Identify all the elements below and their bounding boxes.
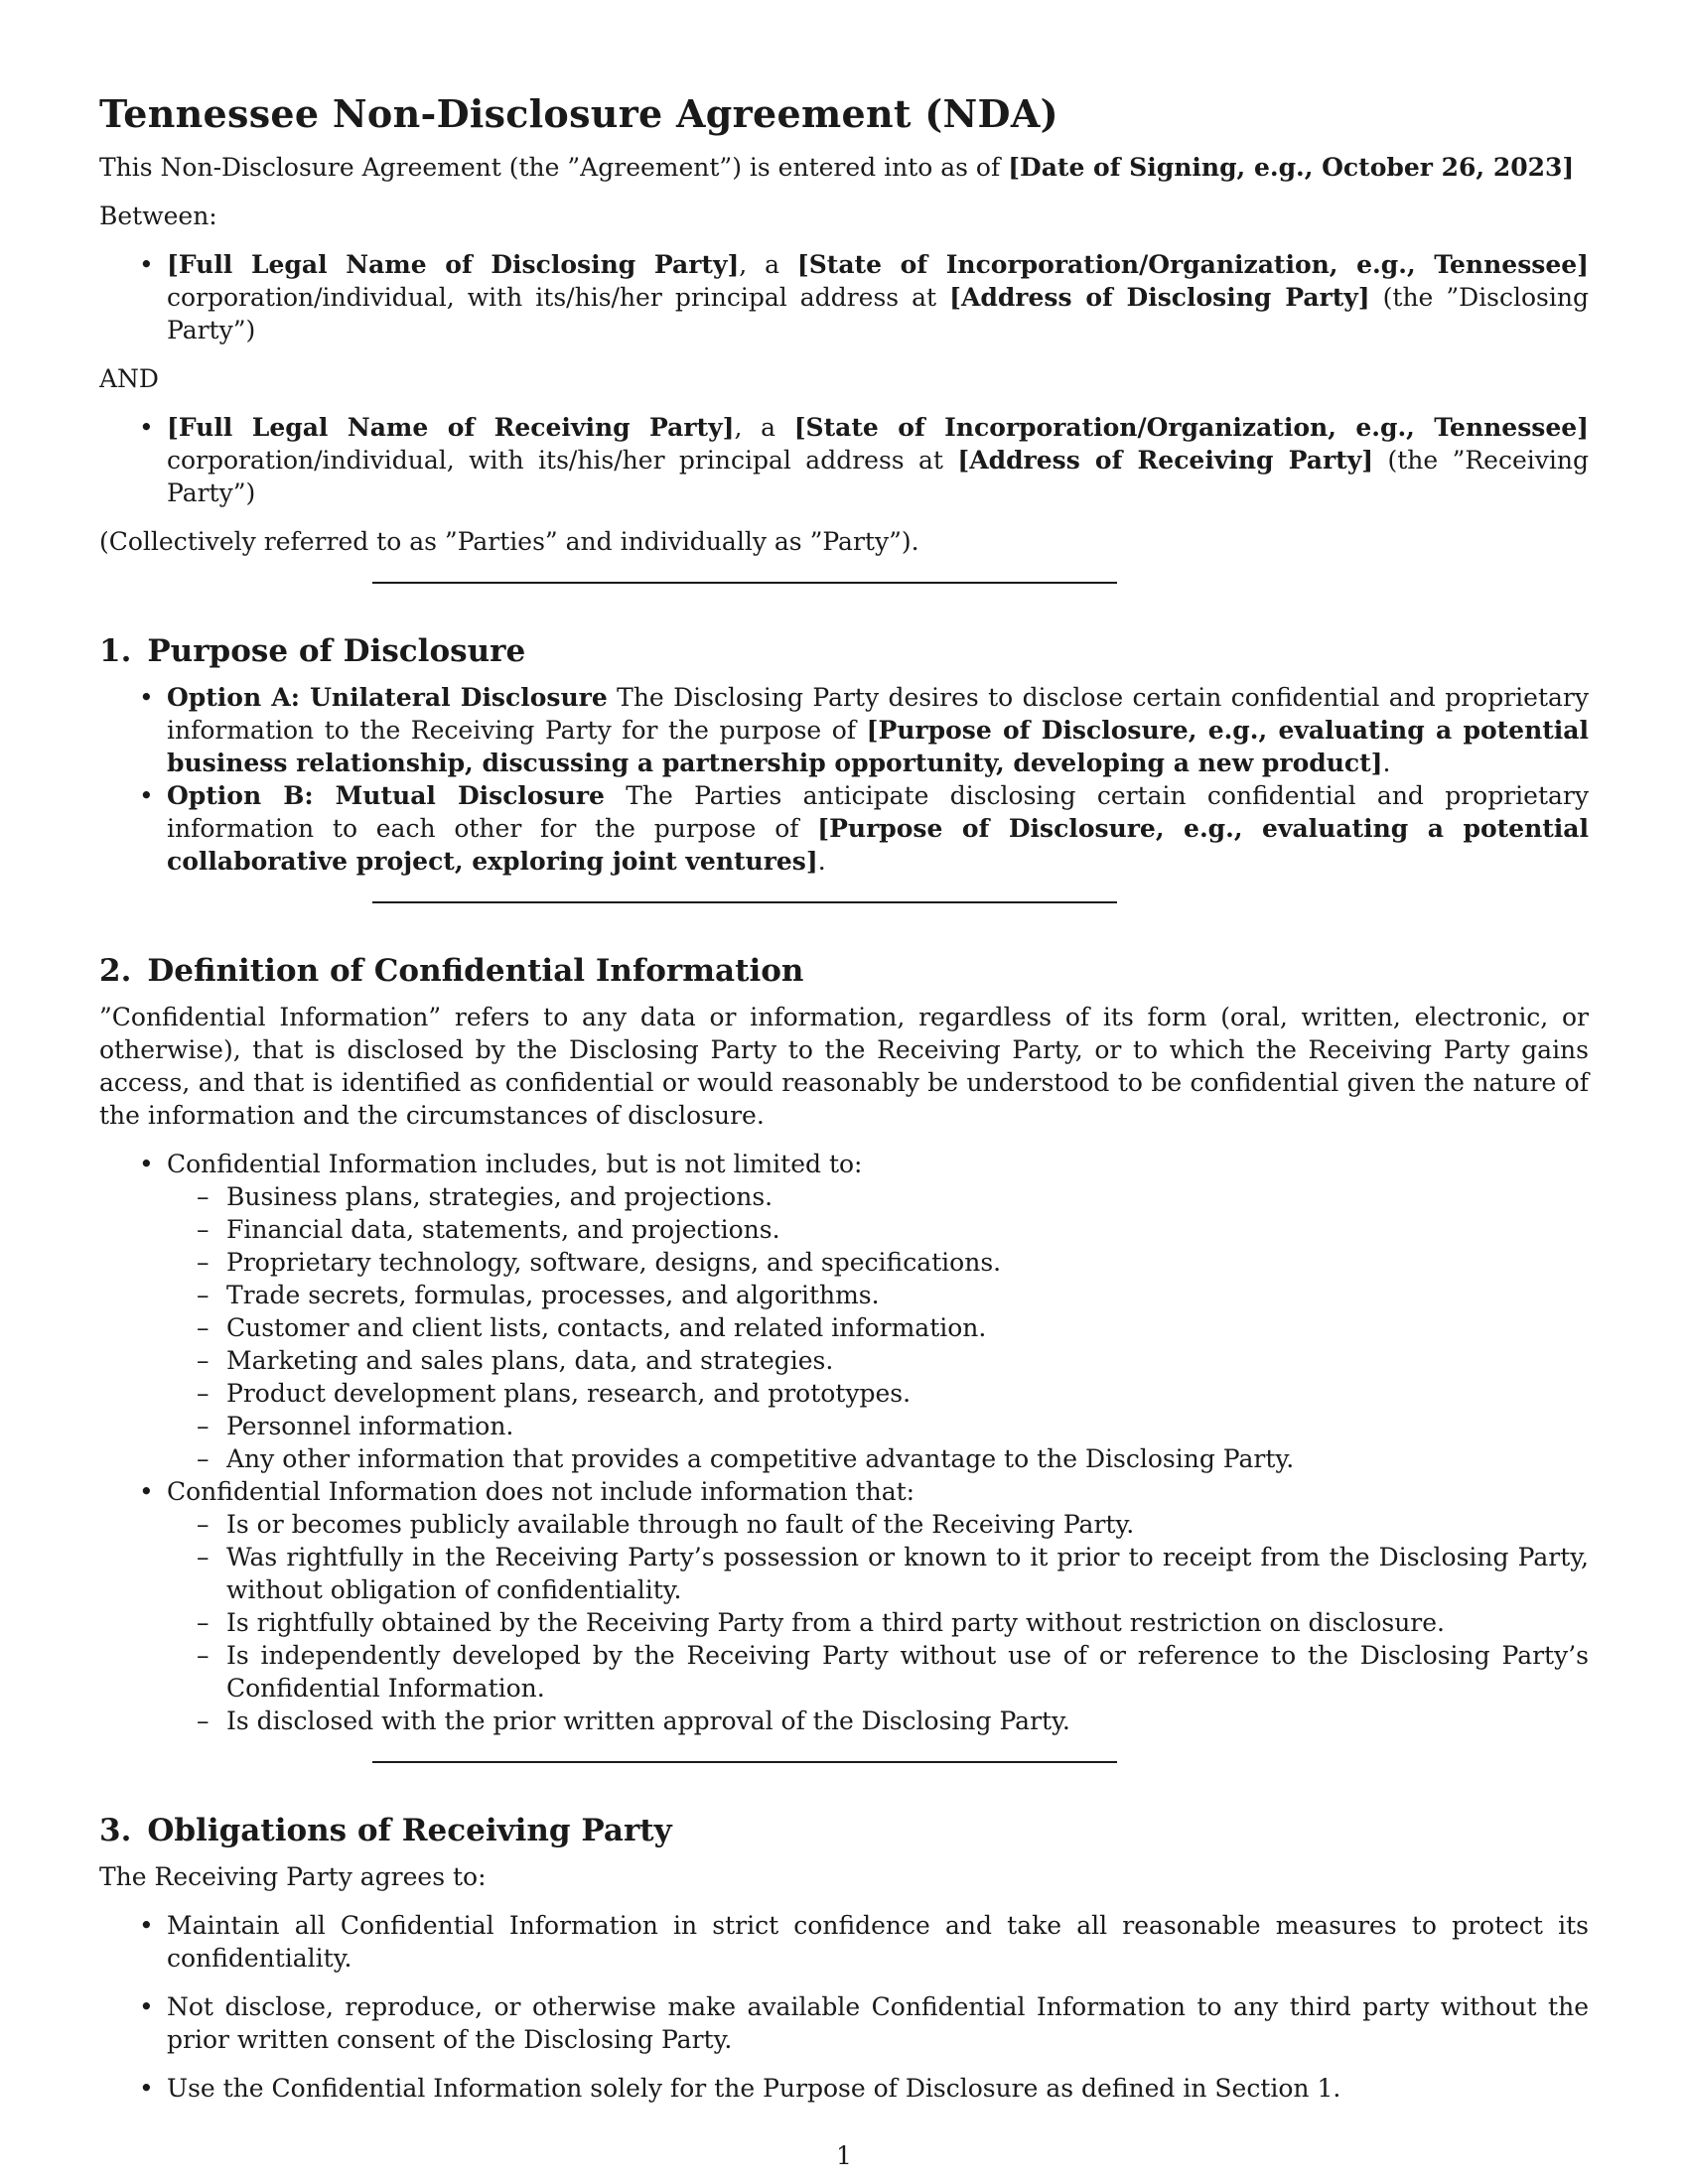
section-divider [372,901,1117,903]
list-item: – Financial data, statements, and projections. [167,1213,1589,1246]
includes-item [99,1148,1589,1475]
collective-note: (Collectively referred to as ”Parties” and individually as ”Party”). [99,527,919,556]
section-divider [372,582,1117,584]
obligations-list [99,1909,1589,2105]
option-a-label: Option A: Unilateral Disclosure [167,683,608,712]
option-b-item [99,779,1589,878]
list-item: – Business plans, strategies, and projections. [167,1180,1589,1213]
option-a-text: The Disclosing Party desires to disclose certain confidential and proprietary information to the Receiving Party for the purpose of [167,683,1589,745]
section-1-heading [99,631,1589,671]
definition-list [99,1148,1589,1737]
section-1-title: Purpose of Disclosure [147,633,526,669]
list-item: – Was rightfully in the Receiving Party’s possession or known to it prior to receipt from the Disclosing Party, without obligation of confidentiality. [167,1541,1589,1606]
list-item: – Product development plans, research, and prototypes. [167,1377,1589,1410]
definition-paragraph: ”Confidential Information” refers to any data or information, regardless of its form (oral, written, electronic, or otherwise), that is disclosed by the Disclosing Party to the Receiving Party, or to which the Receiving Party gains access, and that is identified as confidential or would reasonably be understood to be confidential given the nature of the information and the circumstances of disclosure. [99,1003,1589,1130]
list-item: – Is disclosed with the prior written approval of the Disclosing Party. [167,1705,1589,1737]
disclosing-party-mid: corporation/individual, with its/his/her principal address at [167,283,950,312]
option-a-item [99,681,1589,779]
excludes-sublist [167,1508,1589,1737]
option-a-end: . [1382,749,1391,777]
obligations-intro: The Receiving Party agrees to: [99,1862,487,1891]
excludes-label: Confidential Information does not include information that: [167,1477,915,1506]
disclosing-party-list [99,248,1589,346]
list-item: – Personnel information. [167,1410,1589,1442]
disclosing-party-sep: , a [739,250,797,279]
receiving-party-state: [State of Incorporation/Organization, e.g., Tennessee] [793,413,1589,442]
excludes-item [99,1475,1589,1737]
intro-paragraph [99,151,1589,184]
receiving-party-mid: corporation/individual, with its/his/her principal address at [167,446,958,475]
option-b-end: . [817,847,826,876]
section-3-title: Obligations of Receiving Party [147,1813,672,1848]
list-item: – Any other information that provides a competitive advantage to the Disclosing Party. [167,1442,1589,1475]
includes-label: Confidential Information includes, but is not limited to: [167,1150,863,1178]
list-item: • Not disclose, reproduce, or otherwise make available Confidential Information to any third party without the prior written consent of the Disclosing Party. [99,1990,1589,2056]
list-item: – Trade secrets, formulas, processes, and algorithms. [167,1279,1589,1311]
section-3-number: 3. [99,1813,132,1848]
disclosing-party-address: [Address of Disclosing Party] [949,283,1370,312]
option-b-text: The Parties anticipate disclosing certain confidential and proprietary information to each other for the purpose of [167,781,1589,843]
disclosing-party-tail: (the ”Disclosing Party”) [167,283,1589,344]
document-page [99,91,1589,2120]
disclosing-party-item [99,248,1589,346]
page-number: 1 [836,2141,852,2170]
list-item: – Customer and client lists, contacts, and related information. [167,1311,1589,1344]
date-placeholder: [Date of Signing, e.g., October 26, 2023] [1008,153,1575,182]
receiving-party-list [99,411,1589,509]
list-item: – Is independently developed by the Receiving Party without use of or reference to the Disclosing Party’s Confidential Information. [167,1639,1589,1705]
section-2-title: Definition of Confidential Information [147,953,804,989]
receiving-party-item [99,411,1589,509]
section-3-heading [99,1811,1589,1850]
option-b-label: Option B: Mutual Disclosure [167,781,605,810]
section-2-heading [99,951,1589,991]
list-item: – Proprietary technology, software, designs, and specifications. [167,1246,1589,1279]
section-divider [372,1761,1117,1763]
option-b-placeholder: [Purpose of Disclosure, e.g., evaluating a potential collaborative project, exploring joint ventures] [167,814,1589,876]
document-title: Tennessee Non-Disclosure Agreement (NDA) [99,91,1058,136]
section-2-number: 2. [99,953,132,989]
receiving-party-tail: (the ”Receiving Party”) [167,446,1589,507]
and-label: AND [99,364,159,393]
list-item: – Is rightfully obtained by the Receiving Party from a third party without restriction on disclosure. [167,1606,1589,1639]
receiving-party-sep: , a [734,413,794,442]
includes-sublist [167,1180,1589,1475]
between-label: Between: [99,202,217,230]
intro-text: This Non-Disclosure Agreement (the ”Agreement”) is entered into as of [99,153,1009,182]
purpose-options-list [99,681,1589,878]
receiving-party-name: [Full Legal Name of Receiving Party] [167,413,735,442]
receiving-party-address: [Address of Receiving Party] [957,446,1374,475]
list-item: – Is or becomes publicly available through no fault of the Receiving Party. [167,1508,1589,1541]
disclosing-party-state: [State of Incorporation/Organization, e.g., Tennessee] [796,250,1589,279]
list-item: • Use the Confidential Information solely for the Purpose of Disclosure as defined in Section 1. [99,2072,1589,2105]
list-item: – Marketing and sales plans, data, and strategies. [167,1344,1589,1377]
list-item: • Maintain all Confidential Information in strict confidence and take all reasonable measures to protect its confidentiality. [99,1909,1589,1975]
disclosing-party-name: [Full Legal Name of Disclosing Party] [167,250,740,279]
section-1-number: 1. [99,633,132,669]
option-a-placeholder: [Purpose of Disclosure, e.g., evaluating a potential business relationship, discussing a partnership opportunity, developing a new product] [167,716,1589,777]
